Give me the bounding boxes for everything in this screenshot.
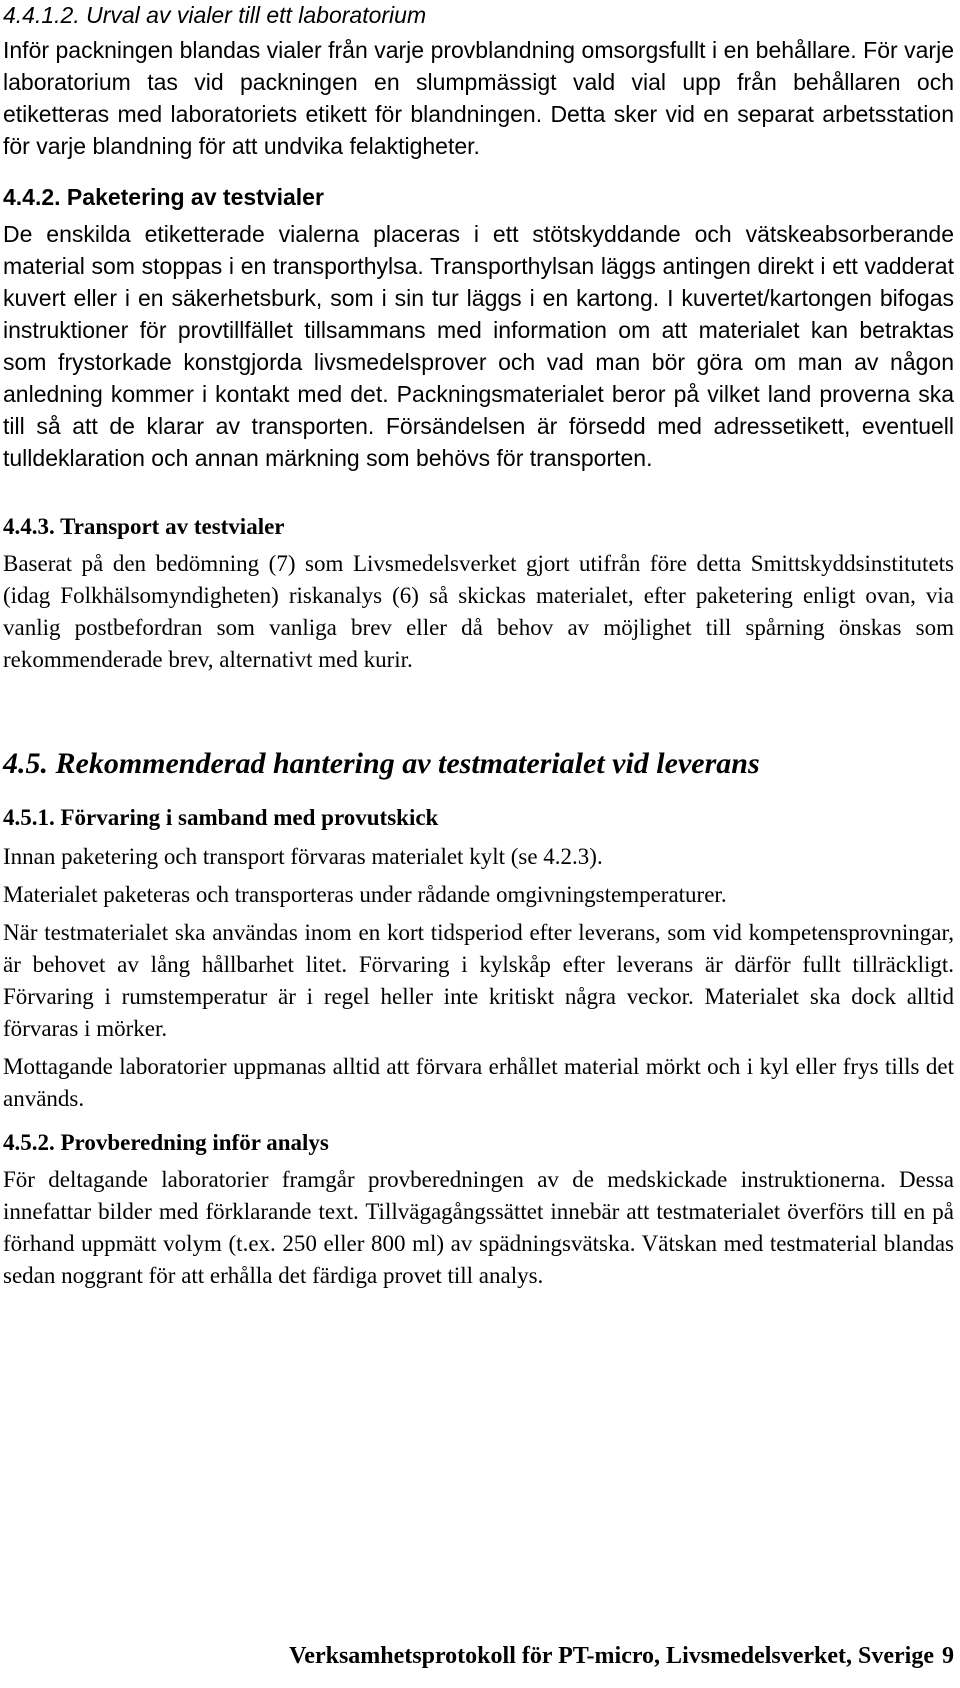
section-4-4-1-2 [3, 0, 954, 162]
section-heading: 4.5.2. Provberedning inför analys [3, 1130, 329, 1155]
chapter-heading: 4.5. Rekommenderad hantering av testmaterialet vid leverans [3, 747, 760, 780]
section-4-5 [3, 746, 954, 782]
page-footer [281, 1641, 954, 1671]
footer-title: Verksamhetsprotokoll för PT-micro, Livsmedelsverket, Sverige [289, 1643, 934, 1669]
section-heading: 4.4.2. Paketering av testvialer [3, 184, 324, 210]
section-paragraph: När testmaterialet ska användas inom en kort tidsperiod efter leverans, som vid kompetensprovningar, är behovet av lång hållbarhet litet. Förvaring i kylskåp efter leverans är därför fullt tillräckligt. Förvaring i rumstemperatur är i regel heller inte kritiskt några veckor. Materialet ska dock alltid förvaras i mörker. [3, 920, 954, 1041]
section-paragraph: Innan paketering och transport förvaras materialet kylt (se 4.2.3). [3, 844, 603, 869]
page-number: 9 [942, 1643, 954, 1669]
section-paragraph: Mottagande laboratorier uppmanas alltid att förvara erhållet material mörkt och i kyl eller frys tills det används. [3, 1054, 954, 1111]
section-4-5-2 [3, 1128, 954, 1292]
section-paragraph: Inför packningen blandas vialer från varje provblandning omsorgsfullt i en behållare. För varje laboratorium tas vid packningen en slumpmässigt vald vial upp från behållaren och etiketteras med laboratoriets etikett för blandningen. Detta sker vid en separat arbetsstation för varje blandning för att undvika felaktigheter. [3, 37, 954, 159]
section-paragraph: De enskilda etiketterade vialerna placeras i ett stötskyddande och vätskeabsorberande material som stoppas i en transporthylsa. Transporthylsan läggs antingen direkt i ett vadderat kuvert eller i en säkerhetsburk, som i sin tur läggs i en kartong. I kuvertet/kartongen bifogas instruktioner för provtillfället tillsammans med information om att materialet kan betraktas som frystorkade konstgjorda livsmedelsprover och vad man bör göra om man av någon anledning kommer i kontakt med det. Packningsmaterialet beror på vilket land proverna ska till så att de klarar av transporten. Försändelsen är försedd med adressetikett, eventuell tulldeklaration och annan märkning som behövs för transporten. [3, 221, 954, 471]
section-paragraph: För deltagande laboratorier framgår provberedningen av de medskickade instruktionerna. Dessa innefattar bilder med förklarande text. Tillvägagångssättet innebär att testmaterialet överförs till en på förhand uppmätt volym (t.ex. 250 eller 800 ml) av spädningsvätska. Vätskan med testmaterial blandas sedan noggrant för att erhålla det färdiga provet till analys. [3, 1167, 954, 1288]
section-heading: 4.5.1. Förvaring i samband med provutskick [3, 805, 439, 830]
section-heading: 4.4.1.2. Urval av vialer till ett laboratorium [3, 2, 427, 28]
section-heading: 4.4.3. Transport av testvialer [3, 514, 285, 539]
section-paragraph: Baserat på den bedömning (7) som Livsmedelsverket gjort utifrån före detta Smittskyddsinstitutets (idag Folkhälsomyndigheten) riskanalys (6) så skickas materialet, efter paketering enligt ovan, via vanlig postbefordran som vanliga brev eller då behov av möjlighet till spårning önskas som rekommenderade brev, alternativt med kurir. [3, 551, 954, 672]
section-4-4-3 [3, 512, 954, 676]
section-paragraph: Materialet paketeras och transporteras under rådande omgivningstemperaturer. [3, 882, 727, 907]
section-4-5-1 [3, 803, 954, 1115]
section-4-4-2 [3, 182, 954, 474]
